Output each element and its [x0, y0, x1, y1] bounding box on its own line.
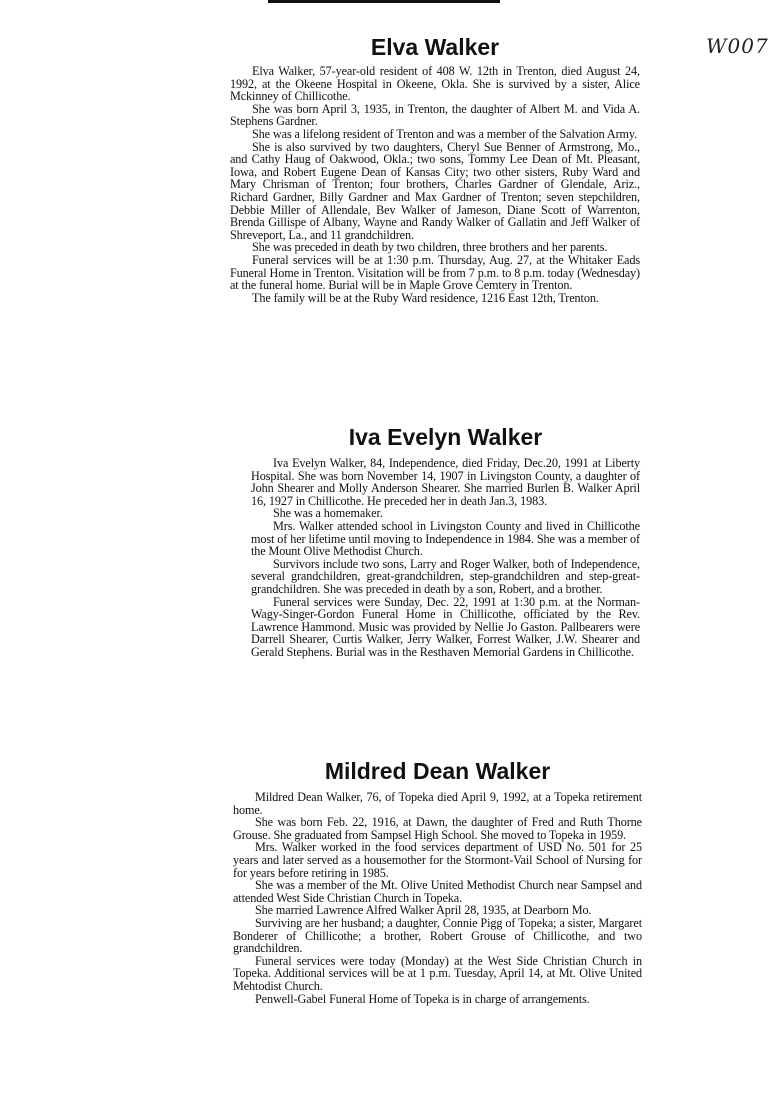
obituary-paragraph: She was preceded in death by two children, three brothers and her parents.	[252, 240, 608, 255]
obituary-paragraph: Surviving are her husband; a daughter, Connie Pigg of Topeka; a sister, Margaret Bonderer of Chillicothe; a brother, Robert Grouse of Chillicothe, and two grandchildren.	[233, 915, 642, 956]
obituary-title: Iva Evelyn Walker	[348, 424, 543, 450]
obituary-paragraph: She married Lawrence Alfred Walker April 28, 1935, at Dearborn Mo.	[255, 903, 592, 918]
obituary-paragraph: She was a member of the Mt. Olive United Methodist Church near Sampsel and attended West Side Christian Church in Topeka.	[233, 878, 642, 905]
obituary-paragraph: She was born April 3, 1935, in Trenton, the daughter of Albert M. and Vida A. Stephens Gardner.	[230, 101, 640, 129]
obituary-paragraph: She is also survived by two daughters, Cheryl Sue Benner of Armstrong, Mo., and Cathy Haug of Oakwood, Okla.; two sons, Tommy Lee Dean of Mt. Pleasant, Iowa, and Robert Eugene Dean of Kansas City; two other sisters, Ruby Ward and Mary Chrisman of Trenton; four brothers, Charles Gardner of Glendale, Ariz., Richard Gardner, Billy Gardner and Max Gardner of Trenton; seven stepchildren, Debbie Miller of Allendale, Bev Walker of Jameson, Diane Scott of Warrenton, Brenda Gillispe of Albany, Wayne and Randy Walker of Gallatin and Jeff Walker of Shreveport, La., and 11 grandchildren.	[230, 139, 640, 242]
obituary-paragraph: Elva Walker, 57-year-old resident of 408 W. 12th in Trenton, died August 24, 1992, at the Okeene Hospital in Okeene, Okla. She is survived by a sister, Alice Mckinney of Chillicothe.	[230, 64, 640, 104]
obituary-paragraph: Funeral services will be at 1:30 p.m. Thursday, Aug. 27, at the Whitaker Eads Funeral Home in Trenton. Visitation will be from 7 p.m. to 8 p.m. today (Wednesday) at the funeral home. Burial will be in Maple Grove Cemtery in Trenton.	[230, 252, 640, 293]
handwritten-margin-note: W007	[706, 34, 769, 58]
obituary-title: Elva Walker	[370, 34, 500, 60]
obituary-paragraph: Mrs. Walker worked in the food services department of USD No. 501 for 25 years and later served as a housemother for the Stormont-Vail School of Nursing for for years before retiring in 1985.	[233, 840, 642, 880]
obituary-paragraph: Iva Evelyn Walker, 84, Independence, died Friday, Dec.20, 1991 at Liberty Hospital. She was born November 14, 1907 in Livingston County, a daughter of John Shearer and Molly Anderson Shearer. She married Burlen B. Walker April 16, 1927 in Chillicothe. He preceded her in death Jan.3, 1983.	[251, 456, 640, 508]
obituary-paragraph: Mrs. Walker attended school in Livingston County and lived in Chillicothe most of her lifetime until moving to Independence in 1984. She was a member of the Mount Olive Methodist Church.	[251, 518, 640, 559]
obituary-iva-evelyn-walker	[251, 424, 640, 659]
obituary-title: Mildred Dean Walker	[324, 758, 551, 784]
obituary-elva-walker	[230, 34, 640, 304]
obituary-paragraph: Survivors include two sons, Larry and Roger Walker, both of Independence, several grandchildren, great-grandchildren, step-grandchildren and step-great-grandchildren. She was preceded in death by a son, Robert, and a brother.	[251, 556, 640, 596]
obituary-paragraph: Penwell-Gabel Funeral Home of Topeka is in charge of arrangements.	[255, 991, 590, 1006]
obituary-paragraph: The family will be at the Ruby Ward residence, 1216 East 12th, Trenton.	[252, 290, 599, 305]
obituary-paragraph: Funeral services were today (Monday) at the West Side Christian Church in Topeka. Additional services will be at 1 p.m. Tuesday, April 14, at Mt. Olive United Mehtodist Church.	[233, 953, 642, 993]
top-border-rule	[268, 0, 500, 3]
obituary-paragraph: She was born Feb. 22, 1916, at Dawn, the daughter of Fred and Ruth Thorne Grouse. She graduated from Sampsel High School. She moved to Topeka in 1959.	[233, 815, 642, 842]
obituary-paragraph: Funeral services were Sunday, Dec. 22, 1991 at 1:30 p.m. at the Norman-Wagy-Singer-Gordon Funeral Home in Chillicothe, officiated by the Rev. Lawrence Hammond. Music was provided by Nellie Jo Gaston. Pallbearers were Darrell Shearer, Curtis Walker, Jerry Walker, Forrest Walker, J.W. Shearer and Gerald Stephens. Burial was in the Resthaven Memorial Gardens in Chillicothe.	[251, 594, 640, 659]
obituary-mildred-dean-walker	[233, 758, 642, 1005]
obituary-paragraph: She was a homemaker.	[273, 506, 383, 521]
obituary-paragraph: Mildred Dean Walker, 76, of Topeka died April 9, 1992, at a Topeka retirement home.	[233, 790, 642, 817]
obituary-paragraph: She was a lifelong resident of Trenton and was a member of the Salvation Army.	[252, 126, 638, 141]
